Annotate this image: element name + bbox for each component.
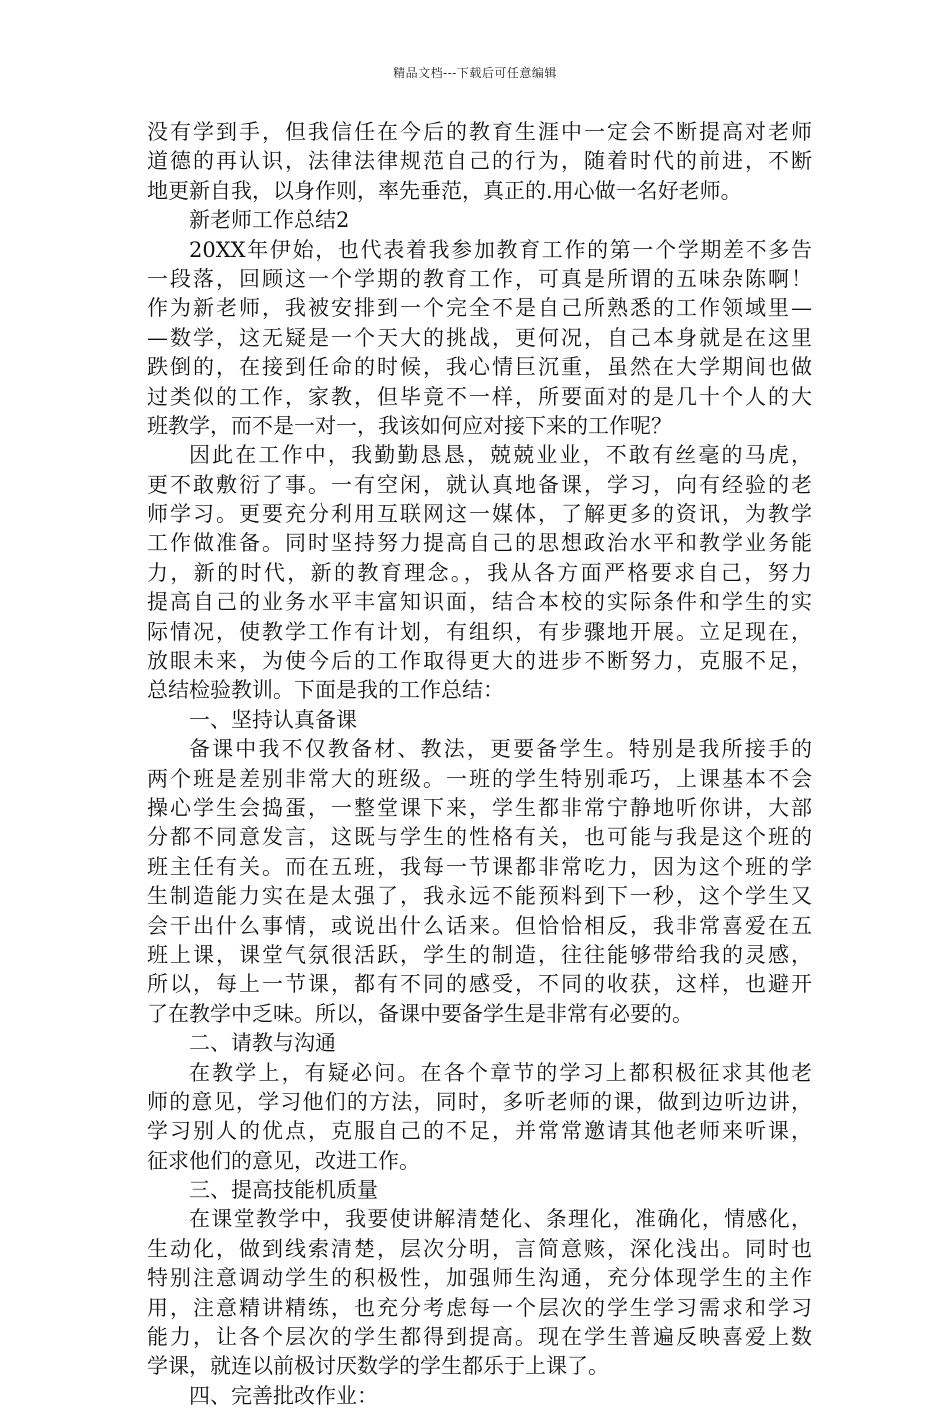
text-line: 能力，让各个层次的学生都得到提高。现在学生普遍反映喜爱上数	[147, 1325, 812, 1350]
text-line: 班主任有关。而在五班，我每一节课都非常吃力，因为这个班的学	[147, 854, 812, 879]
text-line: 道德的再认识，法律法律规范自己的行为，随着时代的前进，不断	[147, 149, 812, 174]
text-line: 二、请教与沟通	[189, 1031, 336, 1056]
section-heading	[147, 1176, 812, 1205]
text-line: 师学习。更要充分利用互联网这一媒体，了解更多的资讯，为教学	[147, 502, 812, 527]
section-heading	[147, 1029, 812, 1058]
text-line: 学习别人的优点，克服自己的不足，并常常邀请其他老师来听课，	[147, 1119, 812, 1144]
text-line: 因此在工作中，我勤勤恳恳，兢兢业业，不敢有丝毫的马虎，	[189, 443, 812, 468]
text-line: 在课堂教学中，我要使讲解清楚化、条理化，准确化，情感化，	[189, 1207, 812, 1232]
text-line: 总结检验教训。下面是我的工作总结：	[147, 678, 504, 703]
text-line: 更不敢敷衍了事。一有空闲，就认真地备课，学习，向有经验的老	[147, 472, 812, 497]
text-line: 在教学上，有疑必问。在各个章节的学习上都积极征求其他老	[189, 1060, 812, 1085]
paragraph	[147, 1205, 812, 1381]
page-header: 精品文档---下载后可任意编辑	[393, 66, 557, 80]
text-line: 两个班是差别非常大的班级。一班的学生特别乖巧，上课基本不会	[147, 766, 812, 791]
text-line: 学课，就连以前极讨厌数学的学生都乐于上课了。	[147, 1354, 609, 1379]
text-line: 没有学到手，但我信任在今后的教育生涯中一定会不断提高对老师	[147, 120, 812, 144]
text-line: 征求他们的意见，改进工作。	[147, 1148, 420, 1173]
text-line: 用，注意精讲精练，也充分考虑每一个层次的学生学习需求和学习	[147, 1295, 812, 1320]
text-line: 操心学生会捣蛋，一整堂课下来，学生都非常宁静地听你讲，大部	[147, 795, 812, 820]
text-line: 班上课，课堂气氛很活跃，学生的制造，往往能够带给我的灵感，	[147, 942, 812, 967]
document-body	[147, 118, 812, 1411]
section-heading	[147, 706, 812, 735]
text-line: 一、坚持认真备课	[189, 707, 357, 732]
text-line: 班教学，而不是一对一，我该如何应对接下来的工作呢？	[147, 413, 672, 438]
text-line: —数学，这无疑是一个天大的挑战，更何况，自己本身就是在这里	[147, 325, 812, 350]
paragraph	[147, 735, 812, 1029]
text-line: 一段落，回顾这一个学期的教育工作，可真是所谓的五味杂陈啊！	[147, 266, 812, 291]
text-line: 作为新老师，我被安排到一个完全不是自己所熟悉的工作领域里—	[147, 296, 812, 321]
text-line: 三、提高技能机质量	[189, 1178, 378, 1203]
text-line: 师的意见，学习他们的方法，同时，多听老师的课，做到边听边讲，	[147, 1089, 812, 1114]
text-line: 了在教学中乏味。所以，备课中要备学生是非常有必要的。	[147, 1001, 693, 1026]
text-line: 生动化，做到线索清楚，层次分明，言简意赅，深化浅出。同时也	[147, 1236, 812, 1261]
paragraph	[147, 1059, 812, 1177]
paragraph	[147, 236, 812, 442]
text-line: 放眼未来，为使今后的工作取得更大的进步不断努力，克服不足，	[147, 649, 812, 674]
text-line: 备课中我不仅教备材、教法，更要备学生。特别是我所接手的	[189, 737, 812, 762]
text-line: 跌倒的，在接到任命的时候，我心情巨沉重，虽然在大学期间也做	[147, 355, 812, 380]
text-line: 特别注意调动学生的积极性，加强师生沟通，充分体现学生的主作	[147, 1266, 812, 1291]
section-heading	[147, 1382, 812, 1411]
text-line: 四、完善批改作业：	[189, 1383, 378, 1408]
text-line: 所以，每上一节课，都有不同的感受，不同的收获，这样，也避开	[147, 972, 812, 997]
text-line: 工作做准备。同时坚持努力提高自己的思想政治水平和教学业务能	[147, 531, 812, 556]
text-line: 过类似的工作，家教，但毕竟不一样，所要面对的是几十个人的大	[147, 384, 812, 409]
text-line: 际情况，使教学工作有计划，有组织，有步骤地开展。立足现在，	[147, 619, 812, 644]
text-line: 20XX年伊始，也代表着我参加教育工作的第一个学期差不多告	[189, 237, 812, 262]
text-line: 提高自己的业务水平丰富知识面，结合本校的实际条件和学生的实	[147, 590, 812, 615]
text-line: 会干出什么事情，或说出什么话来。但恰恰相反，我非常喜爱在五	[147, 913, 812, 938]
section-heading	[147, 206, 812, 235]
paragraph	[147, 118, 812, 206]
text-line: 生制造能力实在是太强了，我永远不能预料到下一秒，这个学生又	[147, 884, 812, 909]
text-line: 地更新自我，以身作则，率先垂范，真正的.用心做一名好老师。	[147, 178, 742, 203]
paragraph	[147, 441, 812, 706]
text-line: 力，新的时代，新的教育理念。，我从各方面严格要求自己，努力	[147, 560, 812, 585]
text-line: 新老师工作总结2	[189, 208, 350, 233]
text-line: 分都不同意发言，这既与学生的性格有关，也可能与我是这个班的	[147, 825, 812, 850]
